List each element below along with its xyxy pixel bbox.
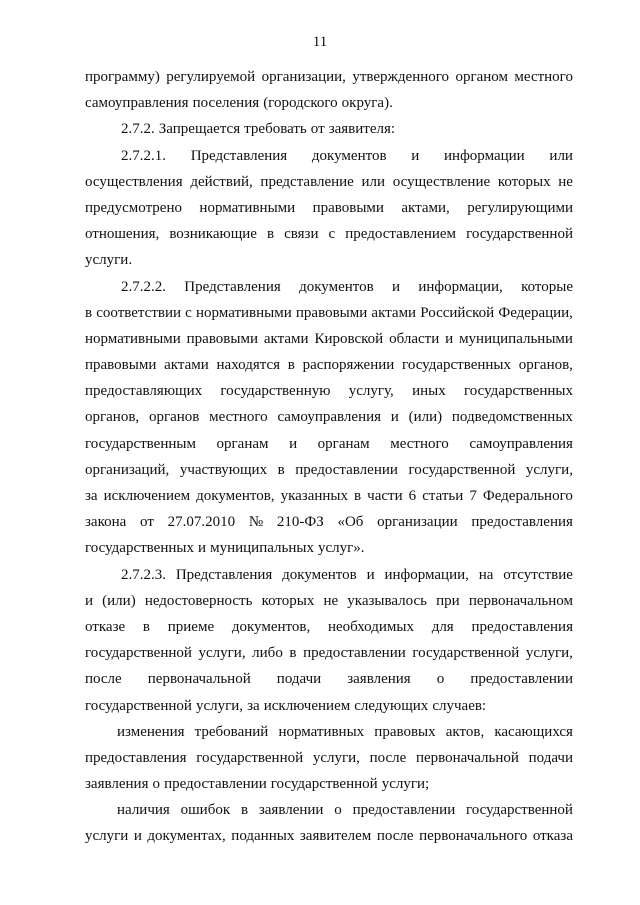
- text-line: заявления о предоставлении государственной услуги;: [85, 776, 430, 793]
- text-line: программу) регулируемой организации, утвержденного органом местного: [85, 69, 573, 85]
- text-line: за исключением документов, указанных в части 6 статьи 7 Федерального: [85, 488, 573, 504]
- text-line: предусмотрено нормативными правовыми актами, регулирующими: [85, 199, 573, 216]
- text-line: и (или) недостоверность которых не указывалось при первоначальном: [85, 592, 573, 609]
- text-line: услуги и документах, поданных заявителем после первоначального отказа: [85, 828, 573, 845]
- text-line: изменения требований нормативных правовых актов, касающихся: [117, 723, 573, 740]
- text-line: государственной услуги, за исключением следующих случаев:: [85, 697, 487, 714]
- text-line: 2.7.2. Запрещается требовать от заявителя:: [121, 121, 396, 138]
- text-line: 2.7.2.2. Представления документов и информации, которые: [121, 278, 573, 295]
- text-line: организаций, участвующих в предоставлении государственной услуги,: [85, 461, 573, 478]
- text-line: самоуправления поселения (городского округа).: [85, 95, 393, 112]
- text-line: осуществления действий, представление или осуществление которых не: [85, 173, 573, 190]
- text-line: 2.7.2.1. Представления документов и информации или: [121, 147, 573, 164]
- text-line: 2.7.2.3. Представления документов и информации, на отсутствие: [121, 566, 573, 583]
- text-line: государственных и муниципальных услуг».: [85, 540, 365, 557]
- text-line: правовыми актами находятся в распоряжении государственных органов,: [85, 357, 573, 374]
- text-line: отношения, возникающие в связи с предоставлением государственной: [85, 226, 573, 243]
- text-line: предоставления государственной услуги, после первоначальной подачи: [85, 749, 573, 766]
- text-line: отказе в приеме документов, необходимых для предоставления: [85, 618, 573, 635]
- text-line: государственной услуги, либо в предоставлении государственной услуги,: [85, 645, 573, 662]
- text-line: государственным органам и органам местного самоуправления: [85, 435, 573, 452]
- text-line: закона от 27.07.2010 № 210-ФЗ «Об организации предоставления: [85, 514, 573, 531]
- text-line: органов, органов местного самоуправления и (или) подведомственных: [85, 409, 573, 426]
- text-line: предоставляющих государственную услугу, иных государственных: [85, 383, 573, 400]
- page-number: 11: [312, 34, 328, 50]
- text-line: наличия ошибок в заявлении о предоставлении государственной: [117, 802, 573, 819]
- text-line: нормативными правовыми актами Кировской области и муниципальными: [85, 330, 573, 347]
- text-line: в соответствии с нормативными правовыми актами Российской Федерации,: [85, 304, 573, 321]
- text-line: услуги.: [85, 252, 133, 269]
- text-line: после первоначальной подачи заявления о предоставлении: [85, 671, 573, 688]
- document-body: [85, 64, 573, 850]
